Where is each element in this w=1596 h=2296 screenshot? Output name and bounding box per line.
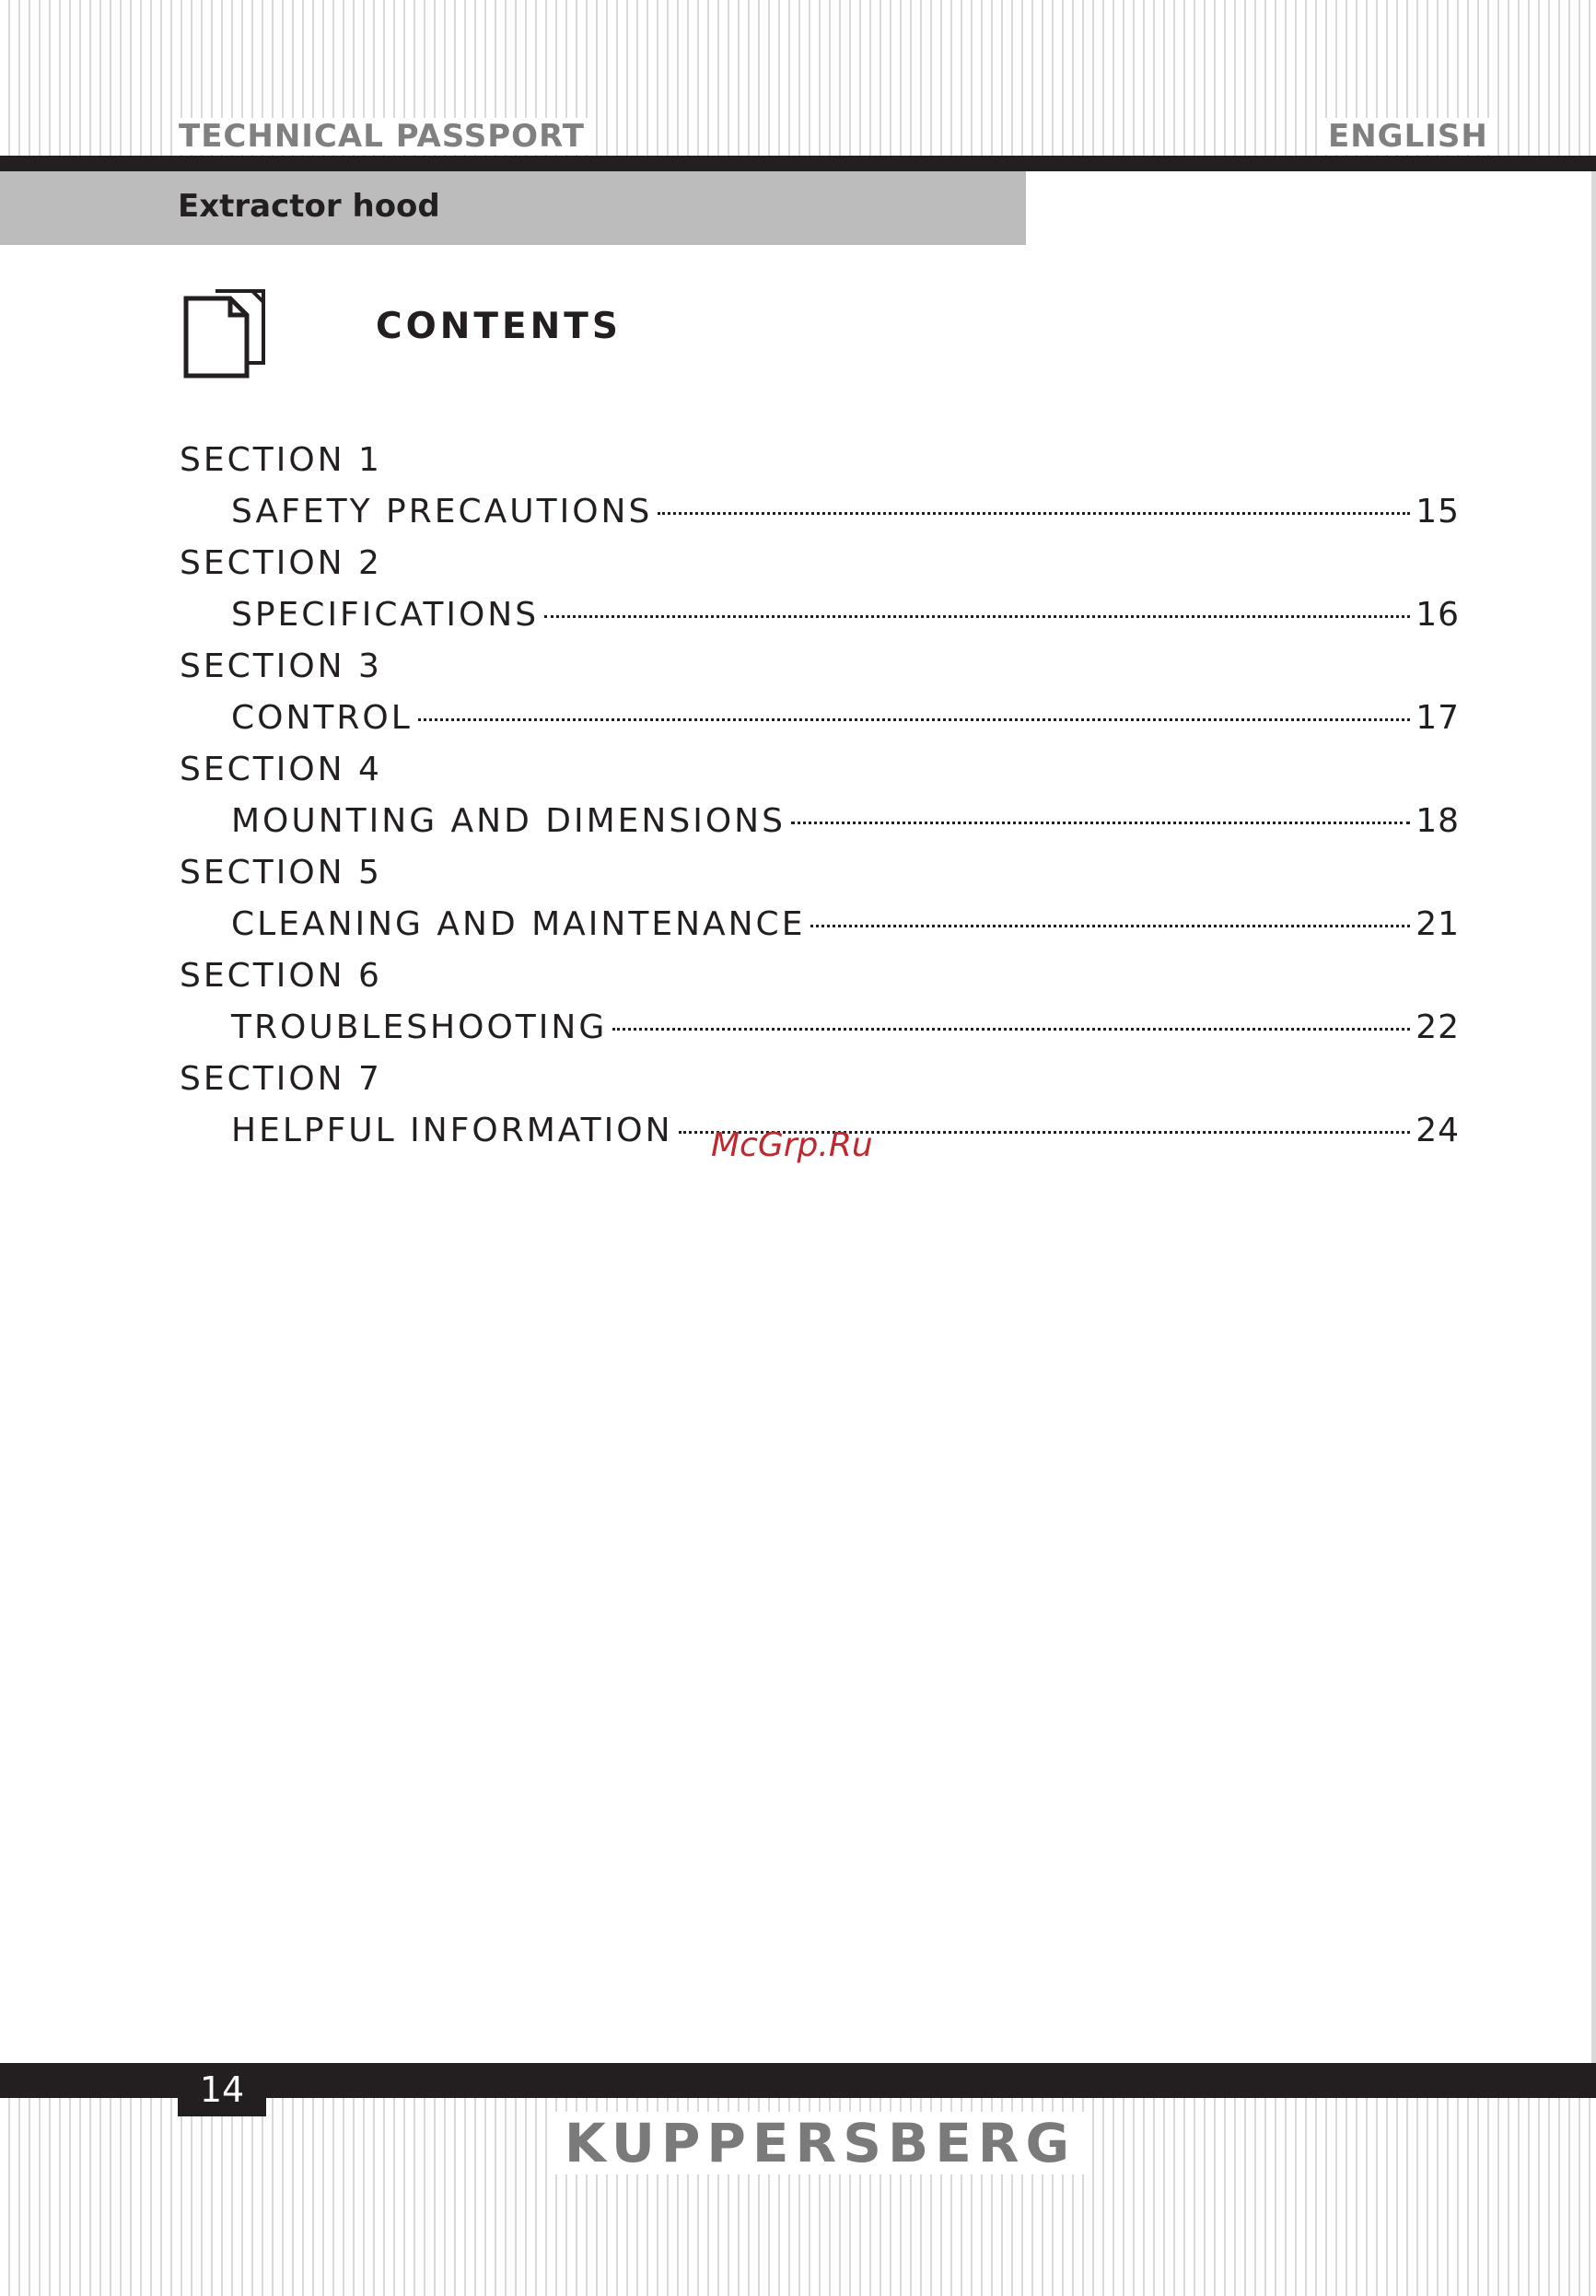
right-edge-stripe bbox=[1591, 157, 1596, 2098]
toc-entry-page: 24 bbox=[1415, 1112, 1460, 1149]
brand-logo bbox=[0, 2112, 1596, 2174]
dot-leader bbox=[791, 822, 1410, 824]
dot-leader bbox=[418, 718, 1410, 721]
toc-entry-troubleshooting[interactable] bbox=[180, 1002, 1460, 1054]
toc-entry-title: MOUNTING AND DIMENSIONS bbox=[231, 802, 786, 840]
document-type-label: TECHNICAL PASSPORT bbox=[175, 118, 588, 155]
product-name: Extractor hood bbox=[178, 188, 440, 225]
toc-entry-page: 22 bbox=[1415, 1008, 1460, 1046]
toc-entry-page: 17 bbox=[1415, 699, 1460, 737]
toc-entry-title: TROUBLESHOOTING bbox=[231, 1008, 608, 1046]
toc-entry-title: SAFETY PRECAUTIONS bbox=[231, 493, 653, 530]
watermark-text: McGrp.Ru bbox=[711, 1126, 873, 1164]
contents-title: CONTENTS bbox=[376, 306, 622, 347]
toc-section-label: SECTION 6 bbox=[180, 957, 382, 995]
toc-section-label: SECTION 4 bbox=[180, 751, 382, 788]
page-number: 14 bbox=[178, 2063, 266, 2116]
toc-entry-cleaning-and-maintenance[interactable] bbox=[180, 899, 1460, 950]
dot-leader bbox=[612, 1028, 1410, 1031]
toc-entry-page: 18 bbox=[1415, 802, 1460, 840]
toc-section-label: SECTION 2 bbox=[180, 544, 382, 582]
dot-leader bbox=[658, 512, 1410, 515]
toc-entry-page: 21 bbox=[1415, 905, 1460, 943]
toc-section-label: SECTION 7 bbox=[180, 1060, 382, 1098]
table-of-contents bbox=[180, 435, 1460, 1157]
toc-entry-title: SPECIFICATIONS bbox=[231, 596, 540, 634]
language-label: ENGLISH bbox=[1324, 118, 1492, 155]
toc-section-label: SECTION 3 bbox=[180, 647, 382, 685]
toc-section-label: SECTION 1 bbox=[180, 441, 382, 479]
toc-section-label: SECTION 5 bbox=[180, 854, 382, 892]
product-band bbox=[0, 171, 1026, 245]
toc-entry-specifications[interactable] bbox=[180, 589, 1460, 641]
brand-name: KUPPERSBERG bbox=[555, 2112, 1085, 2174]
toc-entry-page: 15 bbox=[1415, 493, 1460, 530]
toc-entry-control[interactable] bbox=[180, 693, 1460, 744]
header-bar bbox=[0, 156, 1596, 171]
toc-entry-safety-precautions[interactable] bbox=[180, 486, 1460, 538]
dot-leader bbox=[810, 925, 1410, 927]
toc-entry-title: CONTROL bbox=[231, 699, 413, 737]
toc-entry-title: CLEANING AND MAINTENANCE bbox=[231, 905, 806, 943]
toc-entry-title: HELPFUL INFORMATION bbox=[231, 1112, 673, 1149]
toc-entry-page: 16 bbox=[1415, 596, 1460, 634]
dot-leader bbox=[544, 615, 1410, 618]
toc-entry-mounting-and-dimensions[interactable] bbox=[180, 796, 1460, 847]
documents-icon bbox=[182, 287, 276, 379]
